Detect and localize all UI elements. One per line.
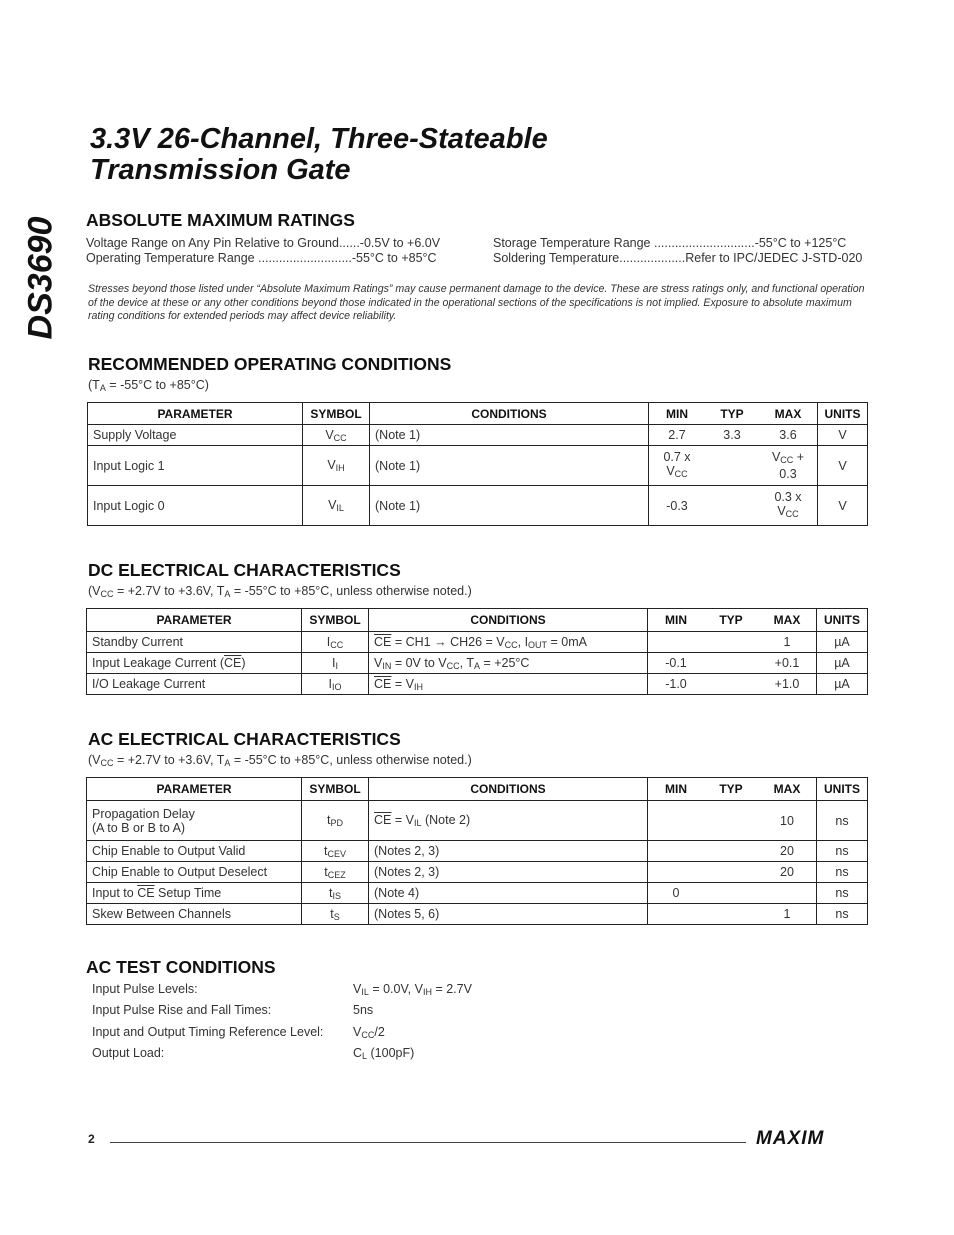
cell: 2.7: [649, 425, 706, 446]
cell: [704, 801, 758, 841]
cell: [704, 883, 758, 904]
cell: 10: [758, 801, 817, 841]
table-row: [87, 632, 868, 653]
cell: -0.1: [648, 653, 705, 674]
act-value: $V_{CC}/2$: [353, 1025, 385, 1040]
cell: $I_{IO}$: [302, 674, 369, 695]
cell: $V_{CC}$: [303, 425, 370, 446]
act-label: Output Load:: [92, 1046, 165, 1060]
cell: I/O Leakage Current: [87, 674, 302, 695]
roc-condition: ($T_A = -55^\circ C$ to +85°C): [88, 378, 209, 393]
table-row: [88, 446, 868, 486]
cell: Chip Enable to Output Valid: [87, 841, 302, 862]
cell: Input Logic 0: [88, 486, 303, 526]
table-row: [87, 801, 868, 841]
cell: [704, 653, 758, 674]
cell: $V_{IN} = 0V$ to $V_{CC}$, $T_A = +25^\circ C$: [369, 653, 648, 674]
col-parameter: PARAMETER: [87, 609, 302, 632]
col-typ: TYP: [705, 403, 759, 425]
page-title: 3.3V 26-Channel, Three-Stateable Transmission Gate: [90, 123, 548, 186]
cell: ns: [817, 841, 868, 862]
cell: $t_{PD}$: [302, 801, 369, 841]
cell: (Notes 5, 6): [369, 904, 648, 925]
table-row: [87, 862, 868, 883]
cell: (Notes 2, 3): [369, 841, 648, 862]
table-row: [87, 841, 868, 862]
col-min: MIN: [648, 609, 705, 632]
cell: µA: [817, 632, 868, 653]
cell: 1: [758, 632, 817, 653]
footer-rule: [110, 1142, 746, 1143]
col-parameter: PARAMETER: [87, 778, 302, 801]
col-max: MAX: [758, 609, 817, 632]
table-row: [88, 486, 868, 526]
dc-table: [86, 608, 868, 695]
cell: ns: [817, 862, 868, 883]
cell: [704, 674, 758, 695]
act-label: Input Pulse Levels:: [92, 982, 198, 996]
table-row: [87, 883, 868, 904]
cell: $\overline{CE} = V_{IH}$: [369, 674, 648, 695]
cell: V: [818, 425, 868, 446]
table-row: [88, 425, 868, 446]
cell: Input to $\overline{CE}$ Setup Time: [87, 883, 302, 904]
cell: Chip Enable to Output Deselect: [87, 862, 302, 883]
table-row: [87, 674, 868, 695]
cell: V: [818, 446, 868, 486]
cell: [704, 841, 758, 862]
col-symbol: SYMBOL: [302, 778, 369, 801]
cell: 0.3 x $V_{CC}$: [759, 486, 818, 526]
cell: µA: [817, 674, 868, 695]
col-conditions: CONDITIONS: [369, 609, 648, 632]
abs-max-heading: ABSOLUTE MAXIMUM RATINGS: [86, 210, 355, 230]
cell: $t_{CEV}$: [302, 841, 369, 862]
cell: (Note 1): [370, 486, 649, 526]
cell: $V_{IH}$: [303, 446, 370, 486]
cell: 3.3: [705, 425, 759, 446]
cell: [648, 904, 705, 925]
cell: (Note 1): [370, 425, 649, 446]
act-heading: AC TEST CONDITIONS: [86, 957, 276, 977]
cell: [648, 801, 705, 841]
cell: +1.0: [758, 674, 817, 695]
abs-max-left: Voltage Range on Any Pin Relative to Ground......-0.5V to +6.0V Operating Temperature Range ...........................-55°C to +85°C: [86, 236, 441, 265]
cell: ns: [817, 801, 868, 841]
ac-condition: ($V_{CC} = +2.7V$ to +3.6V, $T_A = -55^\circ C$ to +85°C, unless otherwise noted.): [88, 753, 472, 768]
cell: $I_I$: [302, 653, 369, 674]
cell: $t_S$: [302, 904, 369, 925]
cell: Input Leakage Current $(\overline{CE})$: [87, 653, 302, 674]
col-units: UNITS: [818, 403, 868, 425]
cell: [648, 632, 705, 653]
cell: -0.3: [649, 486, 706, 526]
col-max: MAX: [759, 403, 818, 425]
col-max: MAX: [758, 778, 817, 801]
cell: $\overline{CE} = V_{IL}$ (Note 2): [369, 801, 648, 841]
cell: (Note 1): [370, 446, 649, 486]
dc-heading: DC ELECTRICAL CHARACTERISTICS: [88, 560, 401, 580]
cell: $\overline{CE} = CH1 \to CH26 = V_{CC}$, $I_{OUT} = 0mA$: [369, 632, 648, 653]
roc-heading: RECOMMENDED OPERATING CONDITIONS: [88, 354, 452, 374]
cell: µA: [817, 653, 868, 674]
cell: -1.0: [648, 674, 705, 695]
cell: [705, 446, 759, 486]
col-typ: TYP: [704, 609, 758, 632]
dc-condition: ($V_{CC} = +2.7V$ to +3.6V, $T_A = -55^\circ C$ to +85°C, unless otherwise noted.): [88, 584, 472, 599]
brand-logo: MAXIM: [756, 1128, 825, 1149]
cell: 3.6: [759, 425, 818, 446]
cell: $V_{CC}$ + 0.3: [759, 446, 818, 486]
cell: [704, 632, 758, 653]
ac-table: [86, 777, 868, 925]
cell: $V_{IL}$: [303, 486, 370, 526]
act-label: Input and Output Timing Reference Level:: [92, 1025, 324, 1039]
cell: Input Logic 1: [88, 446, 303, 486]
cell: Propagation Delay (A to B or B to A): [87, 801, 302, 841]
cell: Standby Current: [87, 632, 302, 653]
cell: [648, 862, 705, 883]
col-symbol: SYMBOL: [302, 609, 369, 632]
cell: [704, 904, 758, 925]
cell: [705, 486, 759, 526]
cell: 0: [648, 883, 705, 904]
cell: 20: [758, 862, 817, 883]
roc-table: [87, 402, 868, 526]
col-conditions: CONDITIONS: [369, 778, 648, 801]
col-conditions: CONDITIONS: [370, 403, 649, 425]
cell: [704, 862, 758, 883]
cell: $t_{IS}$: [302, 883, 369, 904]
col-typ: TYP: [704, 778, 758, 801]
side-part-number: DS3690: [21, 216, 60, 340]
cell: 1: [758, 904, 817, 925]
cell: +0.1: [758, 653, 817, 674]
col-min: MIN: [648, 778, 705, 801]
cell: ns: [817, 883, 868, 904]
col-units: UNITS: [817, 778, 868, 801]
page-number: 2: [88, 1132, 95, 1146]
cell: (Notes 2, 3): [369, 862, 648, 883]
abs-max-right: Storage Temperature Range .............................-55°C to +125°C Soldering Temperature...................Refer to IPC/JEDEC J-STD-020: [493, 236, 863, 265]
stress-note: Stresses beyond those listed under “Absolute Maximum Ratings” may cause permanent damage to the device. These are stress ratings only, and functional operation of the device at these or any other conditions beyond those indicated in the operational sections of the specifications is not implied. Exposure to absolute maximum rating conditions for extended periods may affect device reliability.: [88, 283, 865, 322]
table-row: [87, 653, 868, 674]
cell: (Note 4): [369, 883, 648, 904]
cell: 0.7 x $V_{CC}$: [649, 446, 706, 486]
table-header-row: [87, 609, 868, 632]
cell: [648, 841, 705, 862]
act-value: $V_{IL} = 0.0V$, $V_{IH} = 2.7V$: [353, 982, 472, 997]
cell: Skew Between Channels: [87, 904, 302, 925]
col-units: UNITS: [817, 609, 868, 632]
table-header-row: [87, 778, 868, 801]
act-value: $C_L$ (100pF): [353, 1046, 415, 1061]
act-label: Input Pulse Rise and Fall Times:: [92, 1003, 272, 1017]
table-row: [87, 904, 868, 925]
cell: $I_{CC}$: [302, 632, 369, 653]
col-parameter: PARAMETER: [88, 403, 303, 425]
cell: Supply Voltage: [88, 425, 303, 446]
cell: $t_{CEZ}$: [302, 862, 369, 883]
table-header-row: [88, 403, 868, 425]
col-symbol: SYMBOL: [303, 403, 370, 425]
cell: 20: [758, 841, 817, 862]
ac-heading: AC ELECTRICAL CHARACTERISTICS: [88, 729, 401, 749]
act-value: 5ns: [353, 1003, 374, 1017]
cell: V: [818, 486, 868, 526]
col-min: MIN: [649, 403, 706, 425]
cell: ns: [817, 904, 868, 925]
cell: [758, 883, 817, 904]
